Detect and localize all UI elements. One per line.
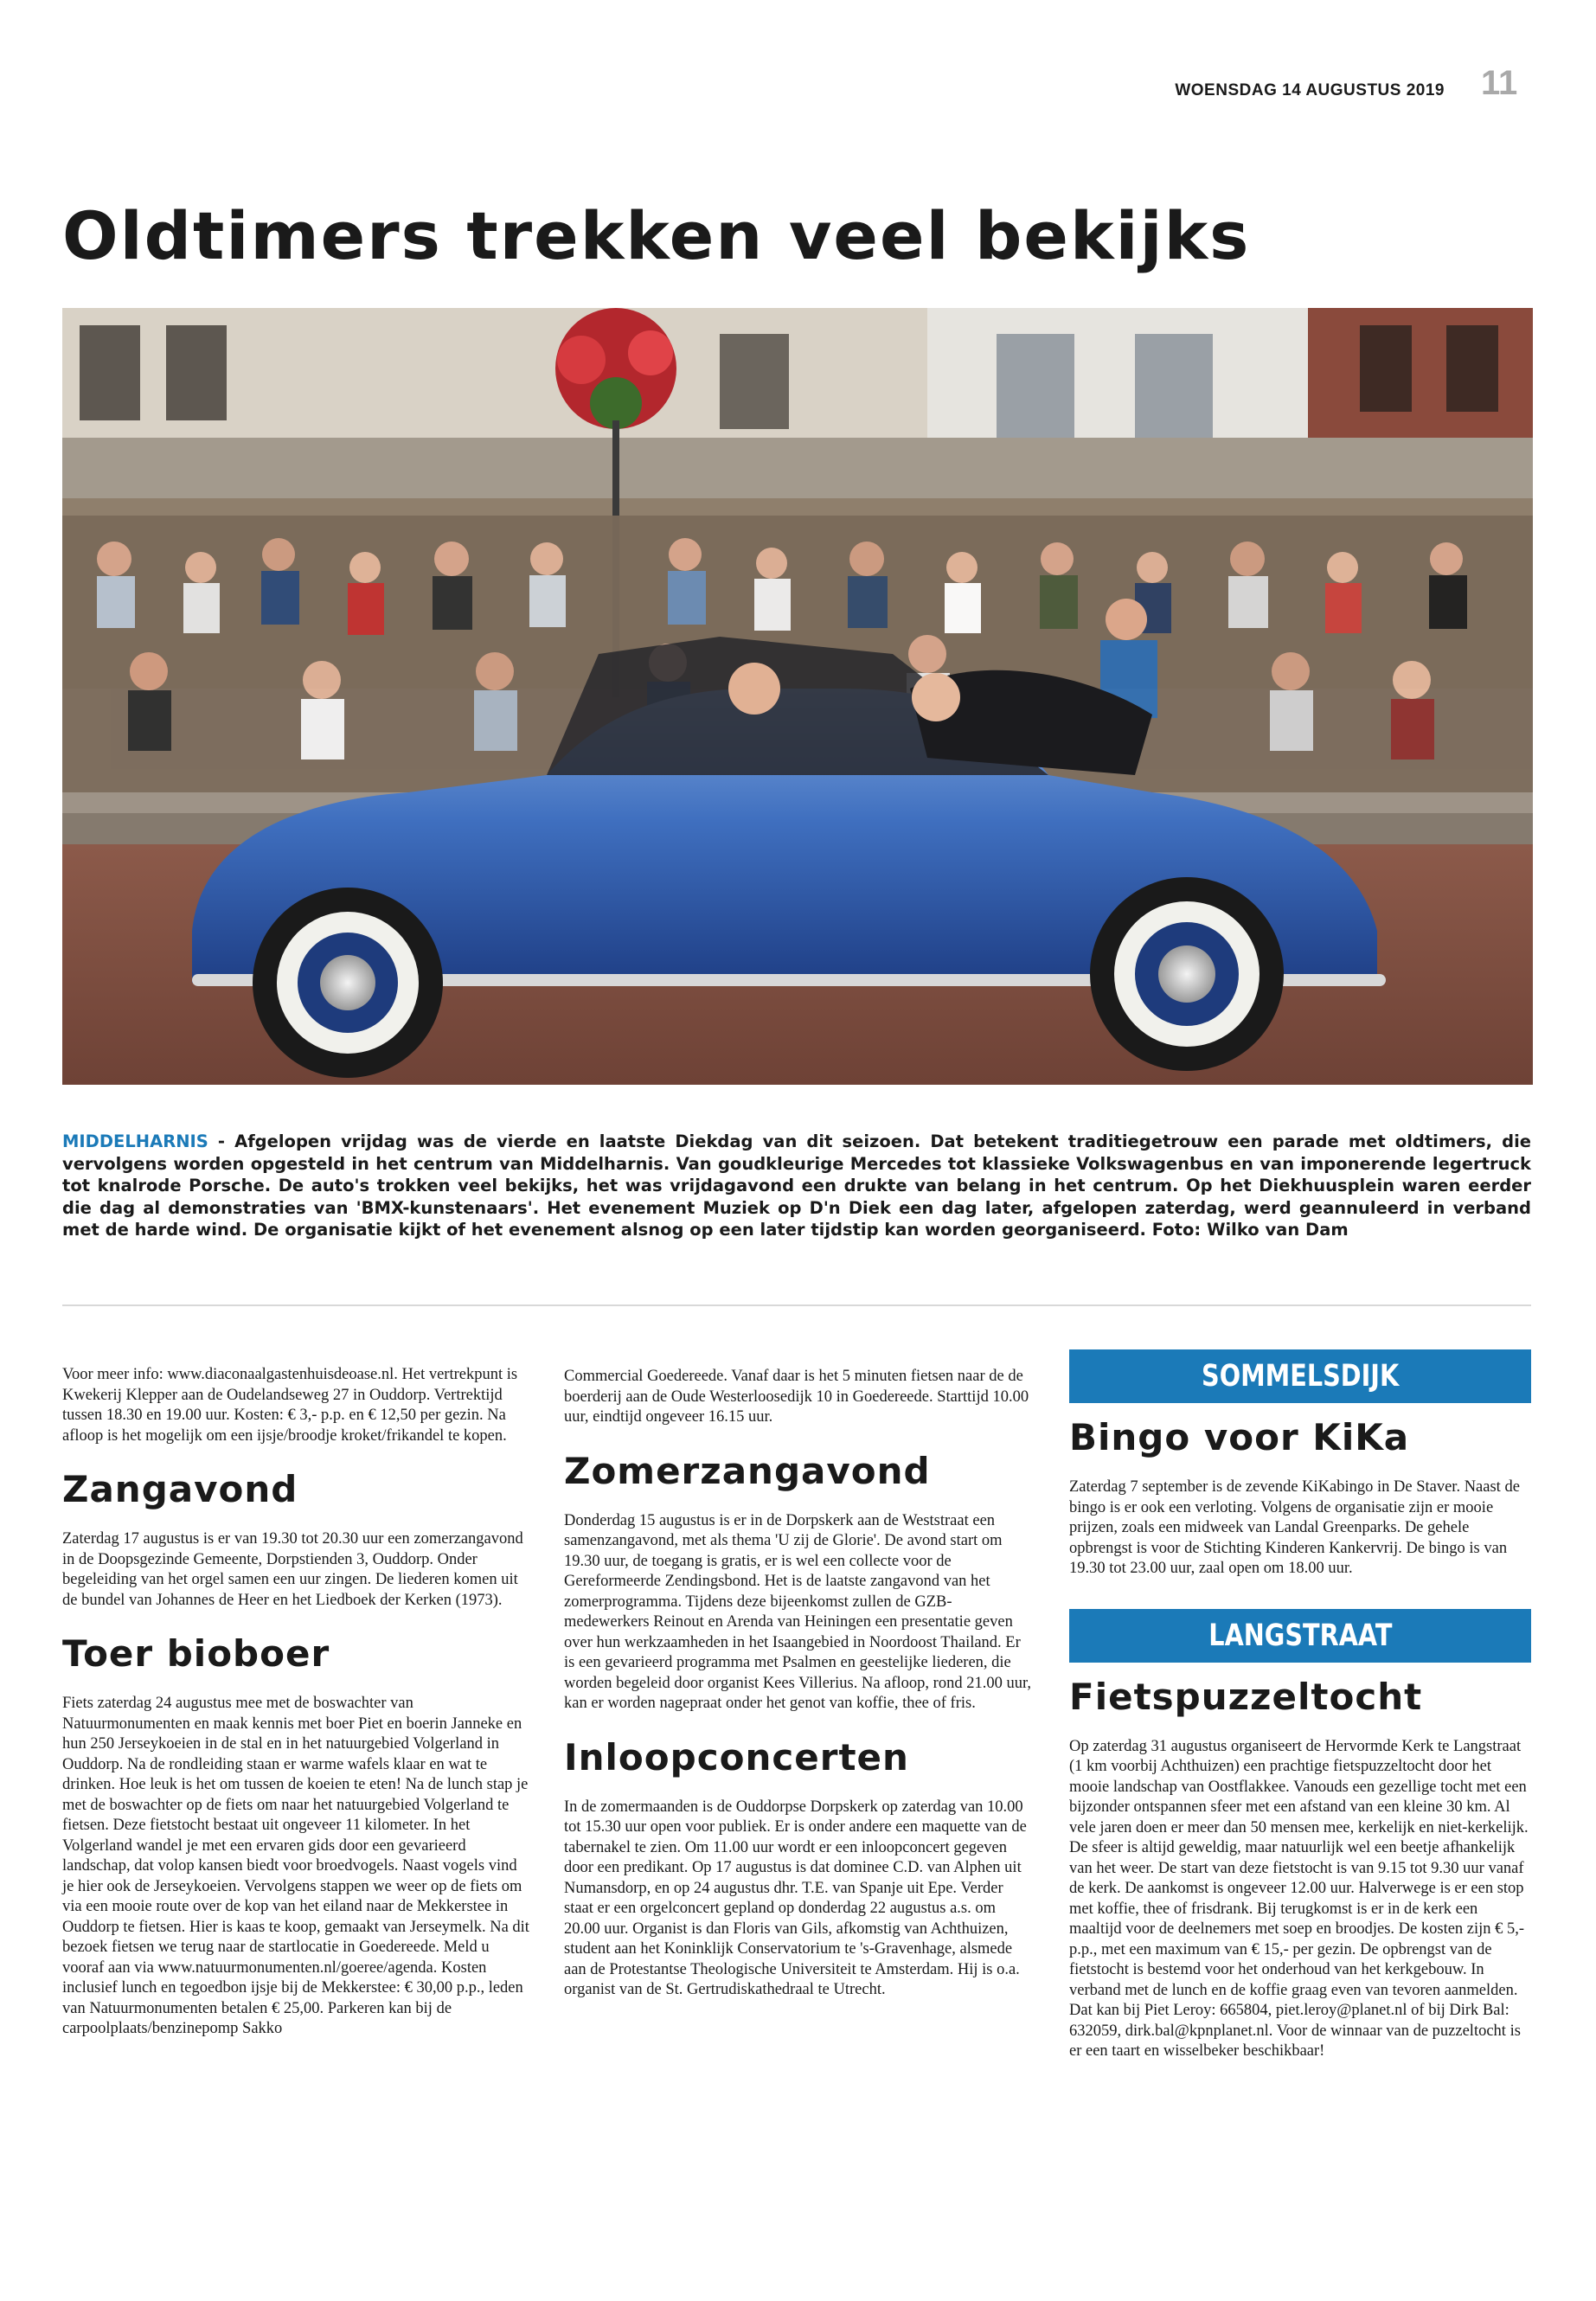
- toer-bioboer-heading: Toer bioboer: [62, 1632, 330, 1675]
- caption-text: - Afgelopen vrijdag was de vierde en laatste Diekdag van dit seizoen. Dat betekent traditiegetrouw een parade met oldtimers, die vervolgens worden opgesteld in het centrum van Middelharnis. Van goudkleurige Mercedes tot klassieke Volkswagenbus en van imponerende legertruck tot knalrode Porsche. De auto's trokken veel bekijks, het was vrijdagavond een drukte van belang in het centrum. Op het Diekhuusplein waren eerder die dag al demonstraties van 'BMX-kunstenaars'. Het evenement Muziek op D'n Diek een dag later, afgelopen zaterdag, werd geannuleerd in verband met de harde wind. De organisatie kijkt of het evenement alsnog op een later tijdstip kan worden georganiseerd. Foto: Wilko van Dam: [62, 1131, 1531, 1240]
- intro-paragraph: Voor meer info: www.diaconaalgastenhuisdeoase.nl. Het vertrekpunt is Kwekerij Klepper aan de Oudelandseweg 27 in Ouddorp. Vertrektijd tussen 18.30 en 19.00 uur. Kosten: € 3,- p.p. en € 12,50 per gezin. Na afloop is het mogelijk om een ijsje/broodje kroket/frikandel te kopen.: [62, 1366, 518, 1445]
- zomerzangavond-body: Donderdag 15 augustus is er in de Dorpskerk aan de Weststraat een samenzangavond, met als thema 'U zij de Glorie'. De avond start om 19.30 uur, de toegang is gratis, er is wel een collecte voor de Gereformeerde Zendingsbond. Het is de laatste zangavond van het zomerprogramma. Tijdens deze bijeenkomst zullen de GZB-medewerkers Reinout en Arenda van Heiningen een presentatie geven over hun werkzaamheden in het Isaangebied in Noordoost Thailand. Er is een gevarieerd programma met Psalmen en geestelijke liederen, die worden begeleid door organist Kees Villerius. Na afloop, rond 21.00 uur, kan er worden nagepraat onder het genot van koffie, thee of fris.: [564, 1511, 1032, 1712]
- fietspuzzeltocht-body: Op zaterdag 31 augustus organiseert de Hervormde Kerk te Langstraat (1 km voorbij Achthuizen) een prachtige fietspuzzeltocht door het mooie landschap van Oostflakkee. Vanouds een gezellige tocht met een bijzonder ontspannen sfeer met een afstand van een kleine 30 km. Al vele jaren doen er meer dan 50 mensen mee, kerkelijk en niet-kerkelijk. De sfeer is altijd geweldig, maar natuurlijk wel een beetje afhankelijk van het weer. De start van deze fietstocht is van 9.15 tot 9.30 uur vanaf de kerk. De aankomst is ongeveer 12.00 uur. Halverwege is er een stop met koffie, thee of frisdrank. Bij terugkomst is er in de kerk een maaltijd voor de deelnemers met soep en broodjes. De kosten zijn € 5,- p.p., met een maximum van € 15,- per gezin. De opbrengst van de fietstocht is bestemd voor het onderhoud van het kerkgebouw. In verband met de lunch en de koffie graag even van tevoren aanmelden. Dat kan bij Piet Leroy: 665804, piet.leroy@planet.nl of bij Dirk Bal: 632059, dirk.bal@kpnplanet.nl. Voor de winnaar van de puzzeltocht is er een taart en wisselbeker beschikbaar!: [1069, 1737, 1529, 2060]
- inloopconcerten-heading: Inloopconcerten: [564, 1735, 909, 1779]
- zomerzangavond-heading: Zomerzangavond: [564, 1449, 931, 1492]
- column-3: [1069, 1349, 1531, 2062]
- caption-place: MIDDELHARNIS: [62, 1131, 208, 1151]
- fietspuzzeltocht-heading: Fietspuzzeltocht: [1069, 1675, 1423, 1718]
- page-number: 11: [1481, 64, 1518, 102]
- column-2: [564, 1367, 1031, 2001]
- region-label: LANGSTRAAT: [1208, 1618, 1393, 1653]
- region-banner-langstraat: [1069, 1609, 1531, 1663]
- issue-date: WOENSDAG 14 AUGUSTUS 2019: [1175, 81, 1445, 99]
- intro-paragraph: Commercial Goedereede. Vanaf daar is het 5 minuten fietsen naar de de boerderij aan de Oude Westerloosedijk 10 in Goedereede. Starttijd 10.00 uur, eindtijd ongeveer 16.15 uur.: [564, 1368, 1029, 1426]
- zangavond-heading: Zangavond: [62, 1468, 298, 1510]
- region-banner-sommelsdijk: [1069, 1349, 1531, 1403]
- photo-caption: [62, 1131, 1531, 1241]
- article-photo: [62, 308, 1533, 1085]
- zangavond-body: Zaterdag 17 augustus is er van 19.30 tot 20.30 uur een zomerzangavond in de Doopsgezinde Gemeente, Dorpstienden 3, Ouddorp. Onder begeleiding van het orgel samen een uur zingen. De liederen komen uit de bundel van Johannes de Heer en het Liedboek der Kerken (1973).: [62, 1530, 523, 1609]
- column-1: [62, 1365, 529, 2040]
- article-headline: Oldtimers trekken veel bekijks: [62, 197, 1251, 274]
- region-label: SOMMELSDIJK: [1201, 1359, 1400, 1394]
- section-divider: [62, 1304, 1531, 1306]
- bingo-body: Zaterdag 7 september is de zevende KiKabingo in De Staver. Naast de bingo is er ook een verloting. Volgens de organisatie zijn er mooie prijzen, zoals een midweek van Landal Greenparks. De gehele opbrengst is voor de Stichting Kinderen Kankervrij. De bingo is van 19.30 tot 23.00 uur, zaal open om 18.00 uur.: [1069, 1478, 1520, 1577]
- toer-bioboer-body: Fiets zaterdag 24 augustus mee met de boswachter van Natuurmonumenten en maak kennis met boer Piet en boerin Janneke en hun 250 Jerseykoeien in de stal en in het natuurgebied Volgerland in Ouddorp. Na de rondleiding staan er warme wafels klaar en wat te drinken. Hoe leuk is het om tussen de koeien te eten! Na de lunch stap je met de boswachter op de fiets om naar het natuurgebied Volgerland te fietsen. Deze fietstocht bestaat uit ongeveer 11 kilometer. In het Volgerland wandel je met een ervaren gids door een gevarieerd landschap, dat volop kansen biedt voor broedvogels. Naast vogels vind je hier ook de Jerseykoeien. Vervolgens stappen we weer op de fiets om via een mooie route over de kop van het eiland naar de Mekkerstee in Ouddorp te fietsen. Hier is kaas te koop, gemaakt van Jerseymelk. Na dit bezoek fietsen we terug naar de startlocatie in Goedereede. Meld u vooraf aan via www.natuurmonumenten.nl/goeree/agenda. Kosten inclusief lunch en tegoedbon ijsje bij de Mekkerstee: € 30,00 p.p., leden van Natuurmonumenten betalen € 25,00. Parkeren kan bij de carpoolplaats/benzinepomp Sakko: [62, 1695, 529, 2037]
- inloopconcerten-body: In de zomermaanden is de Ouddorpse Dorpskerk op zaterdag van 10.00 tot 15.30 uur open voor publiek. Er is onder andere een maquette van de tabernakel te zien. Om 11.00 uur wordt er een inloopconcert gegeven door een predikant. Op 17 augustus is dat dominee C.D. van Alphen uit Numansdorp, en op 24 augustus dhr. T.E. van Spanje uit Epe. Verder staat er een orgelconcert gepland op donderdag 22 augustus a.s. om 20.00 uur. Organist is dan Floris van Gils, afkomstig van Achthuizen, student aan het Koninklijk Conservatorium te 's-Gravenhage, alsmede aan de Protestantse Theologische Universiteit te Amsterdam. Hij is o.a. organist van de St. Gertrudiskathedraal te Utrecht.: [564, 1798, 1027, 1998]
- bingo-heading: Bingo voor KiKa: [1069, 1416, 1410, 1458]
